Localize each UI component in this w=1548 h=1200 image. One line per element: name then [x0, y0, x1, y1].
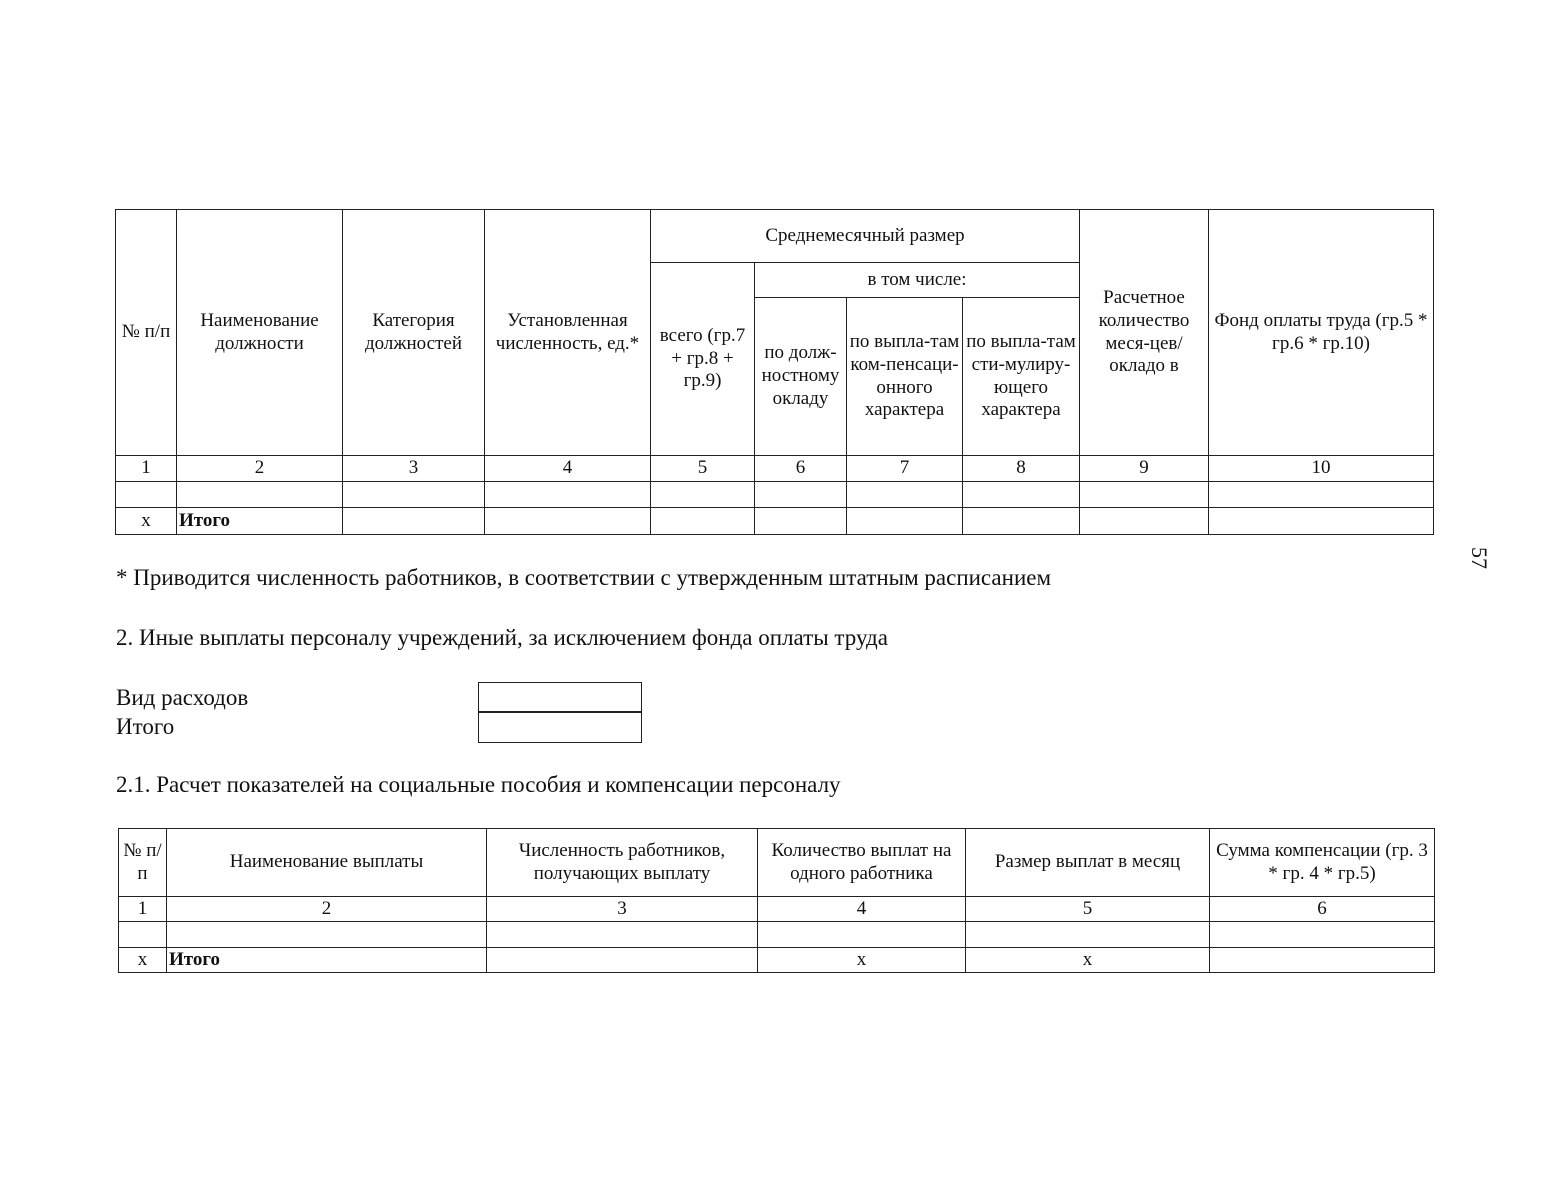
table-cell — [755, 482, 847, 508]
expense-type-label: Вид расходов — [116, 685, 249, 710]
table-cell — [1080, 482, 1209, 508]
header-category: Категория должностей — [343, 210, 485, 456]
col-number: 7 — [847, 456, 963, 482]
col-number: 9 — [1080, 456, 1209, 482]
table-cell — [963, 508, 1080, 535]
col-number: 3 — [487, 897, 758, 922]
table-cell — [485, 508, 651, 535]
total-row-num: х — [119, 948, 167, 973]
total-row-c5: х — [966, 948, 1210, 973]
table-cell — [847, 508, 963, 535]
table-cell — [1080, 508, 1209, 535]
col-number: 10 — [1209, 456, 1434, 482]
header-num: № п/п — [116, 210, 177, 456]
col-number: 5 — [651, 456, 755, 482]
table-cell — [116, 482, 177, 508]
col-number: 4 — [758, 897, 966, 922]
table-cell — [487, 922, 758, 948]
col-number: 6 — [755, 456, 847, 482]
table-cell — [963, 482, 1080, 508]
table-cell — [1209, 508, 1434, 535]
table-row — [119, 922, 1435, 948]
col-number: 8 — [963, 456, 1080, 482]
col-number: 5 — [966, 897, 1210, 922]
table-cell — [651, 482, 755, 508]
total-field — [478, 711, 642, 743]
section-2-1-title: 2.1. Расчет показателей на социальные пособия и компенсации персоналу — [116, 772, 841, 797]
table-cell — [119, 922, 167, 948]
table-cell — [343, 482, 485, 508]
header-fund: Фонд оплаты труда (гр.5 * гр.6 * гр.10) — [1209, 210, 1434, 456]
table-cell — [343, 508, 485, 535]
table-cell — [755, 508, 847, 535]
table-cell — [1210, 948, 1435, 973]
header-position: Наименование должности — [177, 210, 343, 456]
section-2-title: 2. Иные выплаты персоналу учреждений, за исключением фонда оплаты труда — [116, 625, 888, 650]
total-row-label: Итого — [177, 508, 343, 535]
total-row-num: х — [116, 508, 177, 535]
footnote: * Приводится численность работников, в соответствии с утвержденным штатным расписанием — [116, 565, 1052, 590]
total-row-label: Итого — [167, 948, 487, 973]
table-row — [116, 482, 1434, 508]
table-cell — [487, 948, 758, 973]
total-label: Итого — [116, 714, 175, 739]
header-compensation: по выпла-там ком-пенсаци-онного характера — [847, 298, 963, 456]
header-salary: по долж-ностному окладу — [755, 298, 847, 456]
table-cell — [758, 922, 966, 948]
page-number: 57 — [1467, 547, 1492, 569]
table-cell — [485, 482, 651, 508]
payroll-table — [115, 209, 1434, 535]
header-compensation-sum: Сумма компенсации (гр. 3 * гр. 4 * гр.5) — [1210, 829, 1435, 897]
total-row-c4: х — [758, 948, 966, 973]
header-months: Расчетное количество меся-цев/окладо в — [1080, 210, 1209, 456]
compensation-table — [118, 828, 1435, 973]
col-number: 2 — [167, 897, 487, 922]
header-stimulating: по выпла-там сти-мулиру-ющего характера — [963, 298, 1080, 456]
header-num: № п/п — [119, 829, 167, 897]
header-payment-count: Количество выплат на одного работника — [758, 829, 966, 897]
col-number: 2 — [177, 456, 343, 482]
table-cell — [1210, 922, 1435, 948]
total-row — [116, 508, 1434, 535]
expense-type-field — [478, 682, 642, 713]
header-monthly-amount: Размер выплат в месяц — [966, 829, 1210, 897]
table-cell — [651, 508, 755, 535]
table-cell — [966, 922, 1210, 948]
header-avg-group: Среднемесячный размер — [651, 210, 1080, 263]
col-number: 4 — [485, 456, 651, 482]
table-cell — [847, 482, 963, 508]
col-number: 3 — [343, 456, 485, 482]
header-including: в том числе: — [755, 263, 1080, 298]
col-number: 6 — [1210, 897, 1435, 922]
header-total: всего (гр.7 + гр.8 + гр.9) — [651, 263, 755, 456]
header-staff: Установленная численность, ед.* — [485, 210, 651, 456]
table-cell — [1209, 482, 1434, 508]
header-workers: Численность работников, получающих выплату — [487, 829, 758, 897]
col-number: 1 — [116, 456, 177, 482]
header-payment-name: Наименование выплаты — [167, 829, 487, 897]
col-number: 1 — [119, 897, 167, 922]
total-row — [119, 948, 1435, 973]
table-cell — [167, 922, 487, 948]
table-cell — [177, 482, 343, 508]
